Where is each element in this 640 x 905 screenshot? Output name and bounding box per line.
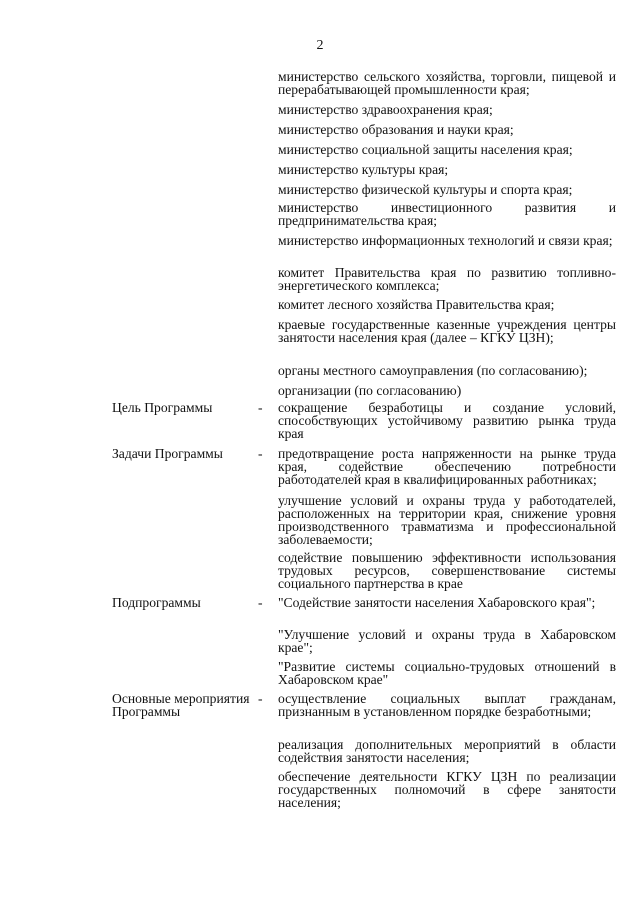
tasks-item: улучшение условий и охраны труда у работодателей, расположенных на территории края, снижение уровня производственного травматизма и профессиональной заболеваемости; [278,493,616,547]
goal-label: Цель Программы [112,400,213,415]
tasks-item: содействие повышению эффективности использования трудовых ресурсов, совершенствование системы социального партнерства в крае [278,550,616,591]
measures-dash: - [258,691,263,706]
participant-item: комитет лесного хозяйства Правительства края; [278,297,555,312]
measures-label: Основные мероприятия Программы [112,691,250,719]
tasks-item: предотвращение роста напряженности на рынке труда края, содействие обеспечению потребности работодателей края в квалифицированных работниках; [278,446,616,487]
subprograms-label: Подпрограммы [112,595,201,610]
subprogram-item: "Содействие занятости населения Хабаровского края"; [278,595,596,610]
tasks-dash: - [258,446,263,461]
participant-item: комитет Правительства края по развитию топливно-энергетического комплекса; [278,265,616,293]
page-number: 2 [316,38,324,53]
participant-item: краевые государственные казенные учреждения центры занятости населения края (далее – КГКУ ЦЗН); [278,317,616,345]
participant-item: министерство физической культуры и спорта края; [278,182,573,197]
measure-item: реализация дополнительных мероприятий в области содействия занятости населения; [278,737,616,765]
participant-item: министерство образования и науки края; [278,122,514,137]
participant-item: министерство инвестиционного развития и предпринимательства края; [278,200,616,228]
participant-item: министерство социальной защиты населения края; [278,142,573,157]
goal-dash: - [258,400,263,415]
subprogram-item: "Развитие системы социально-трудовых отношений в Хабаровском крае" [278,659,616,687]
measure-item: осуществление социальных выплат гражданам, признанным в установленном порядке безработными; [278,691,616,719]
participant-item: министерство информационных технологий и связи края; [278,233,613,248]
participant-item: органы местного самоуправления (по согласованию); [278,363,588,378]
participant-item: организации (по согласованию) [278,383,462,398]
goal-item: сокращение безработицы и создание условий, способствующих устойчивому развитию рынка труда края [278,400,616,441]
subprogram-item: "Улучшение условий и охраны труда в Хабаровском крае"; [278,627,616,655]
participant-item: министерство сельского хозяйства, торговли, пищевой и перерабатывающей промышленности края; [278,69,616,97]
tasks-label: Задачи Программы [112,446,223,461]
subprograms-dash: - [258,595,263,610]
participant-item: министерство культуры края; [278,162,449,177]
participant-item: министерство здравоохранения края; [278,102,493,117]
measure-item: обеспечение деятельности КГКУ ЦЗН по реализации государственных полномочий в сфере занятости населения; [278,769,616,810]
